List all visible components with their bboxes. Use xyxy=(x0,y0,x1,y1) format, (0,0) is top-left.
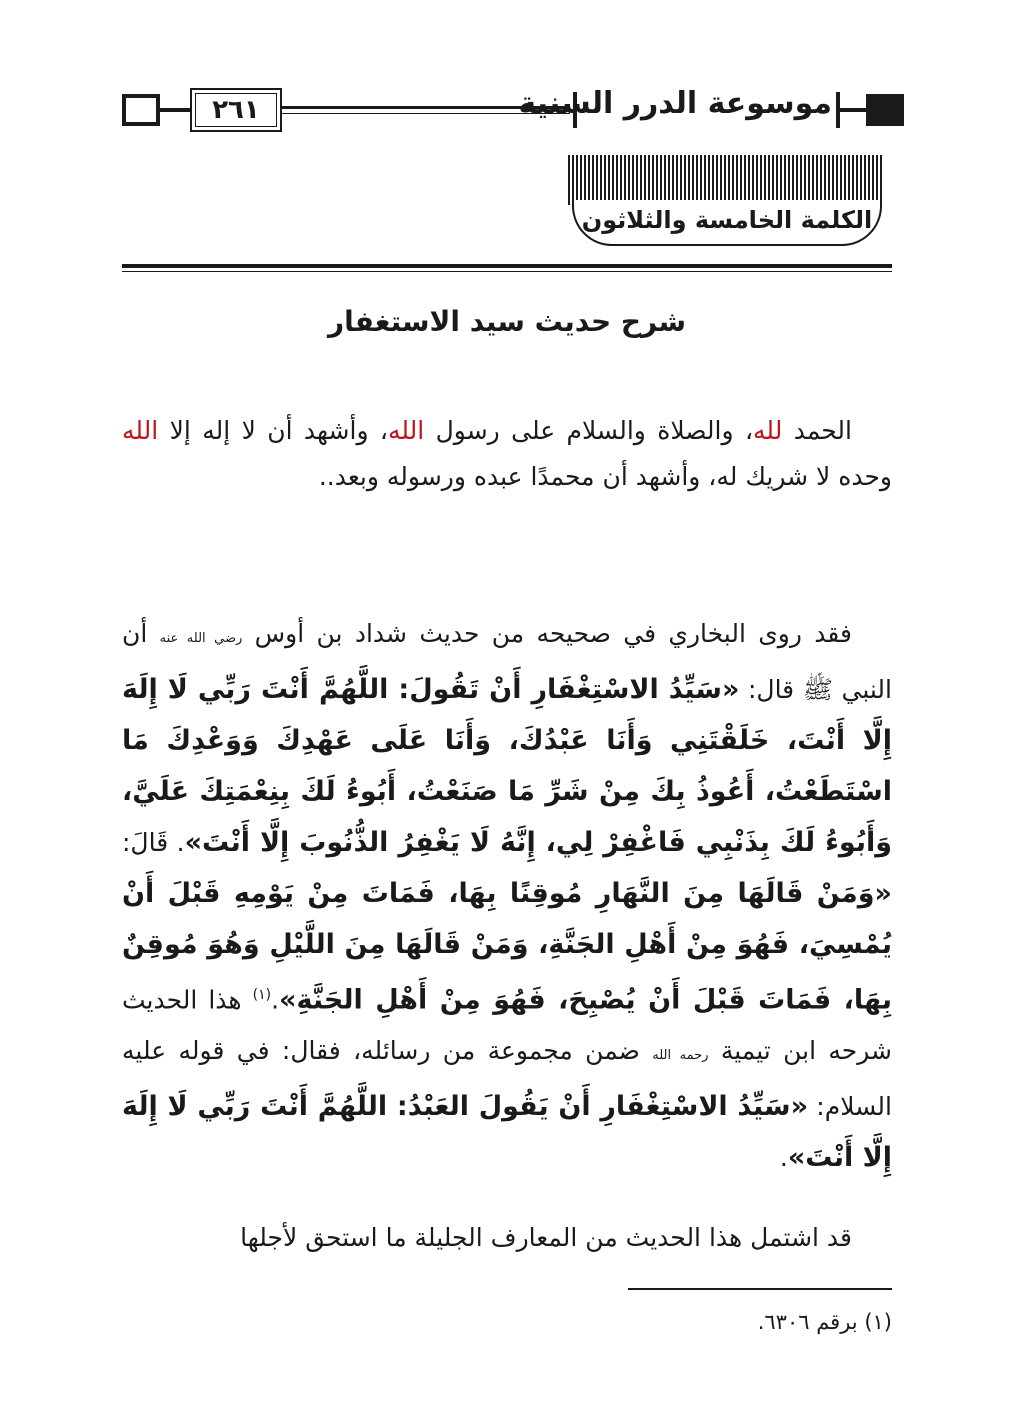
footnote-ref: (١) xyxy=(252,987,272,1003)
allah-name: الله xyxy=(387,416,425,445)
chapter-label-box xyxy=(572,200,882,246)
hadith-quote: «وَمَنْ قَالَهَا مِنَ النَّهَارِ مُوقِنًا بِهَا، فَمَاتَ مِنْ يَوْمِهِ قَبْلَ أَنْ يُمْسِيَ، فَهُوَ مِنْ أَهْلِ الجَنَّةِ، وَمَنْ قَالَهَا مِنَ اللَّيْلِ وَهُوَ مُوقِنٌ بِهَا، فَمَاتَ قَبْلَ أَنْ يُصْبِحَ، فَهُوَ مِنْ أَهْلِ الجَنَّةِ» xyxy=(122,878,892,1016)
hadith-quote: «سَيِّدُ الاسْتِغْفَارِ أَنْ تَقُولَ: اللَّهُمَّ أَنْتَ رَبِّي لَا إِلَهَ إِلَّا أَنْتَ، خَلَقْتَنِي وَأَنَا عَبْدُكَ، وَأَنَا عَلَى عَهْدِكَ وَوَعْدِكَ مَا اسْتَطَعْتُ، أَعُوذُ بِكَ مِنْ شَرِّ مَا صَنَعْتُ، أَبُوءُ لَكَ بِنِعْمَتِكَ عَلَيَّ، وَأَبُوءُ لَكَ بِذَنْبِي فَاغْفِرْ لِي، إِنَّهُ لَا يَغْفِرُ الذُّنُوبَ إِلَّا أَنْتَ» xyxy=(122,674,892,858)
header-rule-left xyxy=(160,108,190,112)
footnote xyxy=(122,1310,892,1334)
page-number-box xyxy=(190,88,282,132)
header-rule-right xyxy=(840,108,866,112)
footnote-text: برقم ٦٣٠٦. xyxy=(757,1310,865,1334)
header-separator-thick xyxy=(122,264,892,268)
allah-name: لله xyxy=(753,416,783,445)
intro-paragraph: الحمد لله، والصلاة والسلام على رسول الله، وأشهد أن لا إله إلا الله وحده لا شريك له، وأشهد أن محمدًا عبده ورسوله وبعد.. xyxy=(122,416,892,491)
header-ornament-right-square xyxy=(866,94,904,126)
chapter-label: الكلمة الخامسة والثلاثون xyxy=(581,206,873,234)
honorific: رحمه الله xyxy=(652,1048,709,1064)
allah-name: الله xyxy=(122,416,159,445)
header-separator-thin xyxy=(122,271,892,272)
closing-paragraph: قد اشتمل هذا الحديث من المعارف الجليلة ما استحق لأجلها xyxy=(240,1223,852,1252)
header-ornament-left-square xyxy=(122,94,160,126)
hadith-paragraph: فقد روى البخاري في صحيحه من حديث شداد بن أوس رضي الله عنه أن النبي ﷺ قال: «سَيِّدُ الاسْتِغْفَارِ أَنْ تَقُولَ: اللَّهُمَّ أَنْتَ رَبِّي لَا إِلَهَ إِلَّا أَنْتَ، خَلَقْتَنِي وَأَنَا عَبْدُكَ، وَأَنَا عَلَى عَهْدِكَ وَوَعْدِكَ مَا اسْتَطَعْتُ، أَعُوذُ بِكَ مِنْ شَرِّ مَا صَنَعْتُ، أَبُوءُ لَكَ بِنِعْمَتِكَ عَلَيَّ، وَأَبُوءُ لَكَ بِذَنْبِي فَاغْفِرْ لِي، إِنَّهُ لَا يَغْفِرُ الذُّنُوبَ إِلَّا أَنْتَ». قَالَ: «وَمَنْ قَالَهَا مِنَ النَّهَارِ مُوقِنًا بِهَا، فَمَاتَ مِنْ يَوْمِهِ قَبْلَ أَنْ يُمْسِيَ، فَهُوَ مِنْ أَهْلِ الجَنَّةِ، وَمَنْ قَالَهَا مِنَ اللَّيْلِ وَهُوَ مُوقِنٌ بِهَا، فَمَاتَ قَبْلَ أَنْ يُصْبِحَ، فَهُوَ مِنْ أَهْلِ الجَنَّةِ».$^{(١)}$ هذا الحديث شرحه ابن تيمية رحمه الله ضمن مجموعة من رسائله، فقال: في قوله عليه السلام: «سَيِّدُ الاسْتِغْفَارِ أَنْ يَقُولَ العَبْدُ: اللَّهُمَّ أَنْتَ رَبِّي لَا إِلَهَ إِلَّا أَنْتَ». xyxy=(122,619,892,1174)
footnote-separator xyxy=(628,1288,892,1290)
page-number: ٢٦١ xyxy=(212,95,260,125)
section-title: شرح حديث سيد الاستغفار xyxy=(327,305,687,338)
chapter-decorative-bars xyxy=(568,155,884,205)
book-title: موسوعة الدرر السنية xyxy=(518,86,832,121)
honorific: رضي الله عنه xyxy=(159,631,243,646)
honorific: ﷺ xyxy=(802,675,833,704)
hadith-quote: «سَيِّدُ الاسْتِغْفَارِ أَنْ يَقُولَ العَبْدُ: اللَّهُمَّ أَنْتَ رَبِّي لَا إِلَهَ إِلَّا أَنْتَ» xyxy=(122,1091,892,1174)
footnote-marker: (١) xyxy=(864,1310,892,1334)
